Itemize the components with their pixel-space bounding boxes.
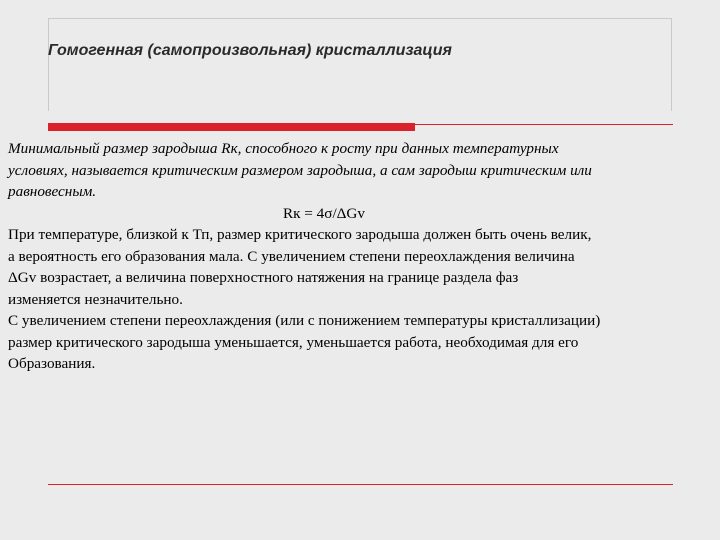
- paragraph-line: ΔGv возрастает, а величина поверхностного натяжения на границе раздела фаз: [8, 269, 519, 286]
- paragraph-line: При температуре, близкой к Тп, размер критического зародыша должен быть очень велик,: [8, 226, 592, 243]
- title-underline-thick: [48, 123, 415, 131]
- slide-body: [8, 138, 714, 375]
- paragraph-line: размер критического зародыша уменьшается, уменьшается работа, необходимая для его: [8, 333, 579, 351]
- paragraph-line: а вероятность его образования мала. С увеличением степени переохлаждения величина: [8, 247, 575, 265]
- slide-title: Гомогенная (самопроизвольная) кристаллизация: [48, 42, 452, 59]
- definition-line: условиях, называется критическим размером зародыша, а сам зародыш критическим или: [8, 161, 592, 179]
- title-frame: [48, 18, 672, 111]
- paragraph-line: изменяется незначительно.: [8, 290, 183, 308]
- definition-line: равновесным.: [8, 183, 97, 200]
- title-underline-thin: [415, 124, 673, 125]
- paragraph-line: Образования.: [8, 355, 96, 372]
- footer-rule: [48, 484, 673, 485]
- definition-line: Минимальный размер зародыша Rк, способного к росту при данных температурных: [8, 140, 559, 157]
- paragraph-line: С увеличением степени переохлаждения (или с понижением температуры кристаллизации): [8, 312, 601, 329]
- critical-radius-formula: Rк = 4σ/ΔGv: [283, 204, 365, 222]
